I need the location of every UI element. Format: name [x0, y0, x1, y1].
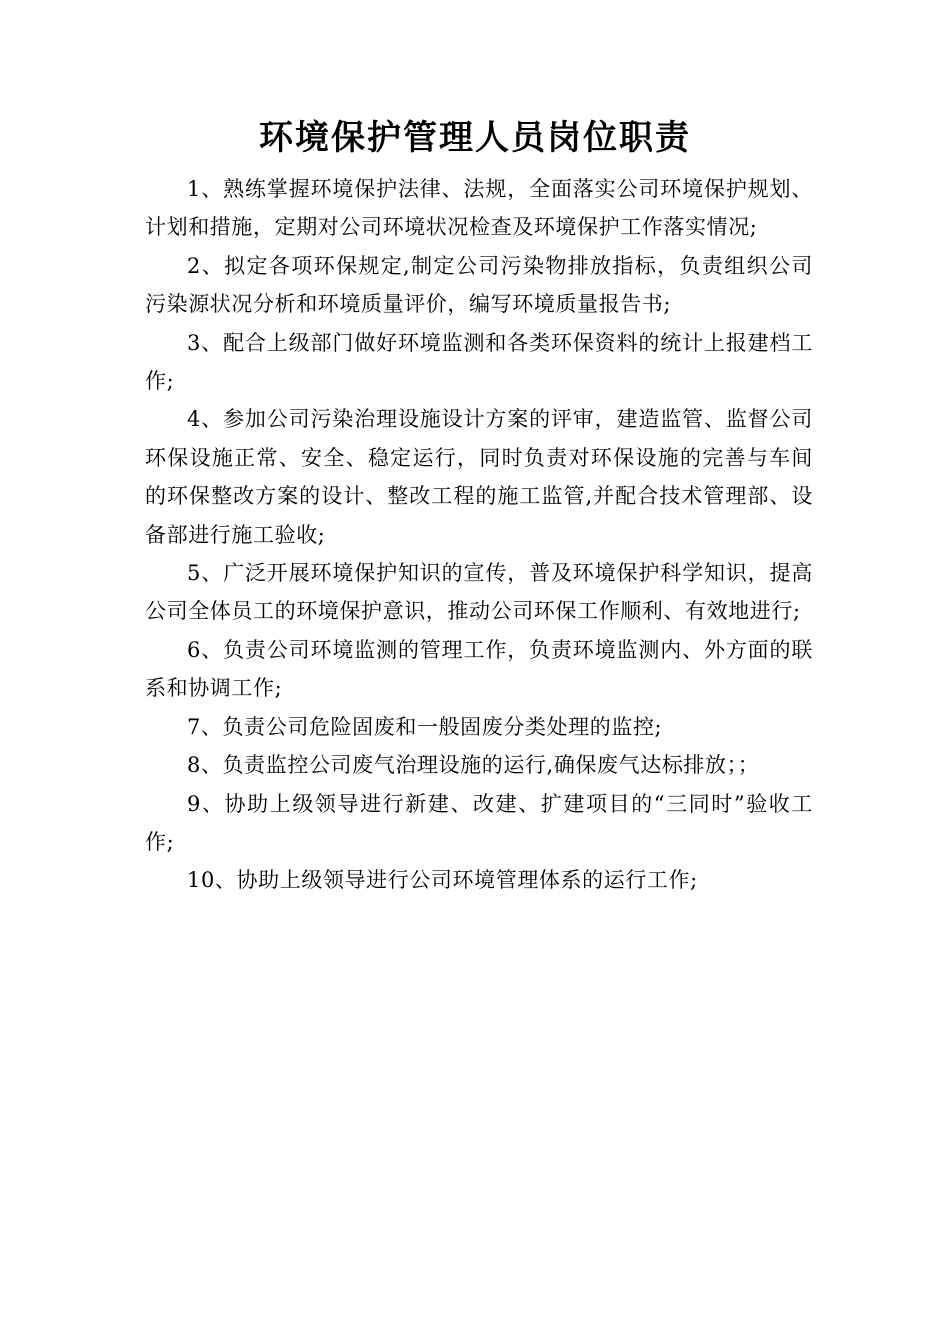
duty-paragraph-7: 7、负责公司危险固废和一般固废分类处理的监控;	[187, 714, 663, 739]
duty-paragraph-10: 10、协助上级领导进行公司环境管理体系的运行工作;	[187, 868, 698, 893]
duty-paragraph-8: 8、负责监控公司废气治理设施的运行,确保废气达标排放；；	[187, 753, 760, 778]
duty-paragraph-9: 9、协助上级领导进行新建、改建、扩建项目的“三同时”验收工作;	[145, 791, 813, 854]
duty-paragraph-5: 5、广泛开展环境保护知识的宣传，普及环境保护科学知识，提高公司全体员工的环境保护意识，推动公司环保工作顺利、有效地进行;	[145, 561, 813, 624]
duty-paragraph-6: 6、负责公司环境监测的管理工作，负责环境监测内、外方面的联系和协调工作;	[145, 637, 813, 701]
duty-paragraph-2: 2、拟定各项环保规定,制定公司污染物排放指标，负责组织公司污染源状况分析和环境质量评价，编写环境质量报告书;	[145, 253, 813, 317]
page-title: 环境保护管理人员岗位职责	[259, 118, 691, 158]
duty-paragraph-1: 1、熟练掌握环境保护法律、法规，全面落实公司环境保护规划、计划和措施，定期对公司环境状况检查及环境保护工作落实情况;	[145, 177, 813, 240]
duty-paragraph-4: 4、参加公司污染治理设施设计方案的评审，建造监管、监督公司环保设施正常、安全、稳定运行，同时负责对环保设施的完善与车间的环保整改方案的设计、整改工程的施工监管,并配合技术管理部、设备部进行施工验收;	[145, 407, 813, 547]
duty-paragraph-3: 3、配合上级部门做好环境监测和各类环保资料的统计上报建档工作;	[145, 330, 813, 394]
duties-list	[145, 170, 813, 900]
